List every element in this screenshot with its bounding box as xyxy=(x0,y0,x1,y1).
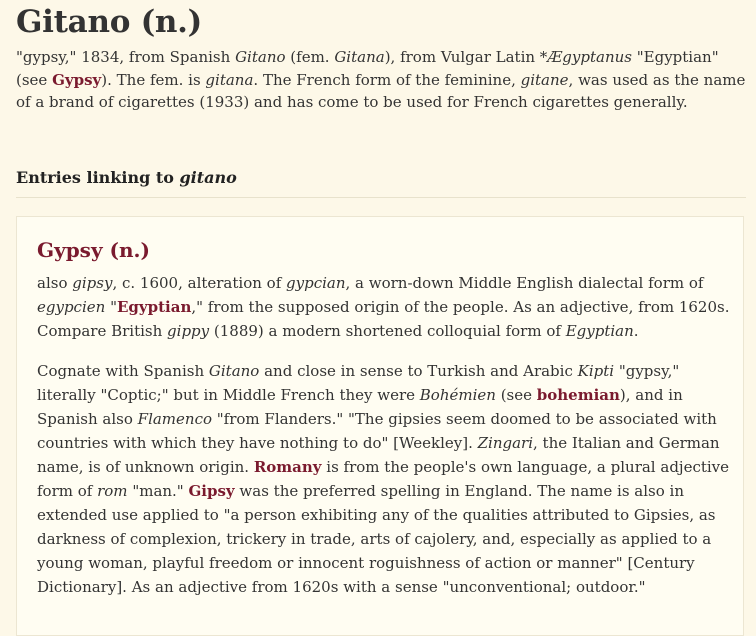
text-run: ," from the supposed origin of the people. As an adjective, from 1620s. Compare British xyxy=(37,298,730,340)
text-run: ), and in Spanish also xyxy=(37,386,683,428)
section-divider xyxy=(16,197,746,198)
text-run: "man." xyxy=(127,482,189,500)
text-run: was the preferred spelling in England. The name is also in extended use applied to "a person exhibiting any of the qualities attributed to Gipsies, as darkness of complexion, trickery in trade, arts of cajolery, and, especially as applied to a young woman, playful freedom or innocent roguishness of action or manner" [Century Dictionary]. As an adjective from 1620s with a sense "unconventional; outdoor." xyxy=(37,482,716,596)
entries-linking-heading xyxy=(16,168,237,187)
xref-link-egyptian[interactable]: Egyptian xyxy=(116,298,192,316)
related-entry-paragraph-2 xyxy=(37,359,737,599)
related-entry-paragraph-1 xyxy=(37,271,737,343)
italic-term: rom xyxy=(97,482,128,500)
text-run: (see xyxy=(495,386,537,404)
xref-link-bohemian[interactable]: bohemian xyxy=(536,386,620,404)
xref-link-gypsy[interactable]: Gypsy xyxy=(52,70,102,89)
italic-term: Flamenco xyxy=(137,410,212,428)
italic-term: Kipti xyxy=(577,362,615,380)
italic-term: Bohémien xyxy=(419,386,496,404)
dictionary-page xyxy=(16,0,746,596)
text-run: and close in sense to Turkish and Arabic xyxy=(259,362,578,380)
text-run: , was used as the name of a brand of cigarettes (1933) and has come to be used for French cigarettes generally. xyxy=(16,70,746,111)
entries-linking-label: Entries linking to xyxy=(16,168,180,187)
italic-term: gippy xyxy=(167,322,210,340)
text-run: Cognate with Spanish xyxy=(37,362,209,380)
text-run: ), from Vulgar Latin xyxy=(384,48,540,66)
entries-linking-term: gitano xyxy=(179,168,237,187)
italic-term: gypcian xyxy=(286,274,346,292)
italic-term: gitana xyxy=(205,70,254,89)
entry-definition xyxy=(16,46,746,114)
italic-term: Zingari xyxy=(477,434,534,452)
text-run: , the Italian and German name, is of unknown origin. xyxy=(37,434,720,476)
text-run: (1889) a modern shortened colloquial form of xyxy=(209,322,566,340)
text-run: "gypsy," literally "Coptic;" but in Middle French they were xyxy=(37,362,680,404)
italic-term: gitane xyxy=(520,70,569,89)
text-run: is from the people's own language, a plural adjective form of xyxy=(37,458,730,500)
text-run: "gypsy," 1834, from Spanish xyxy=(16,48,236,66)
italic-term: Gitano xyxy=(208,362,260,380)
xref-link-romany[interactable]: Romany xyxy=(253,458,322,476)
entry-title: Gitano (n.) xyxy=(16,4,203,40)
text-run: , c. 1600, alteration of xyxy=(112,274,287,292)
text-run: "from Flanders." "The gipsies seem doomed to be associated with countries with which they have nothing to do" [Weekley]. xyxy=(37,410,717,452)
related-entry-card xyxy=(16,216,744,636)
text-run: . The French form of the feminine, xyxy=(253,70,521,89)
italic-term: *Ægyptanus xyxy=(539,48,632,66)
italic-term: egypcien xyxy=(37,298,106,316)
text-run: . xyxy=(633,322,639,340)
italic-term: Gitano xyxy=(235,48,286,66)
text-run: ). The fem. is xyxy=(101,70,206,89)
text-run: , a worn-down Middle English dialectal form of xyxy=(345,274,704,292)
related-entry-title[interactable]: Gypsy (n.) xyxy=(37,238,150,262)
italic-term: Egyptian xyxy=(565,322,634,340)
italic-term: gipsy xyxy=(72,274,113,292)
text-run: " xyxy=(105,298,117,316)
italic-term: Gitana xyxy=(334,48,385,66)
text-run: (fem. xyxy=(285,48,335,66)
text-run: "Egyptian" (see xyxy=(16,48,719,89)
xref-link-gipsy[interactable]: Gipsy xyxy=(188,482,235,500)
text-run: also xyxy=(37,274,73,292)
